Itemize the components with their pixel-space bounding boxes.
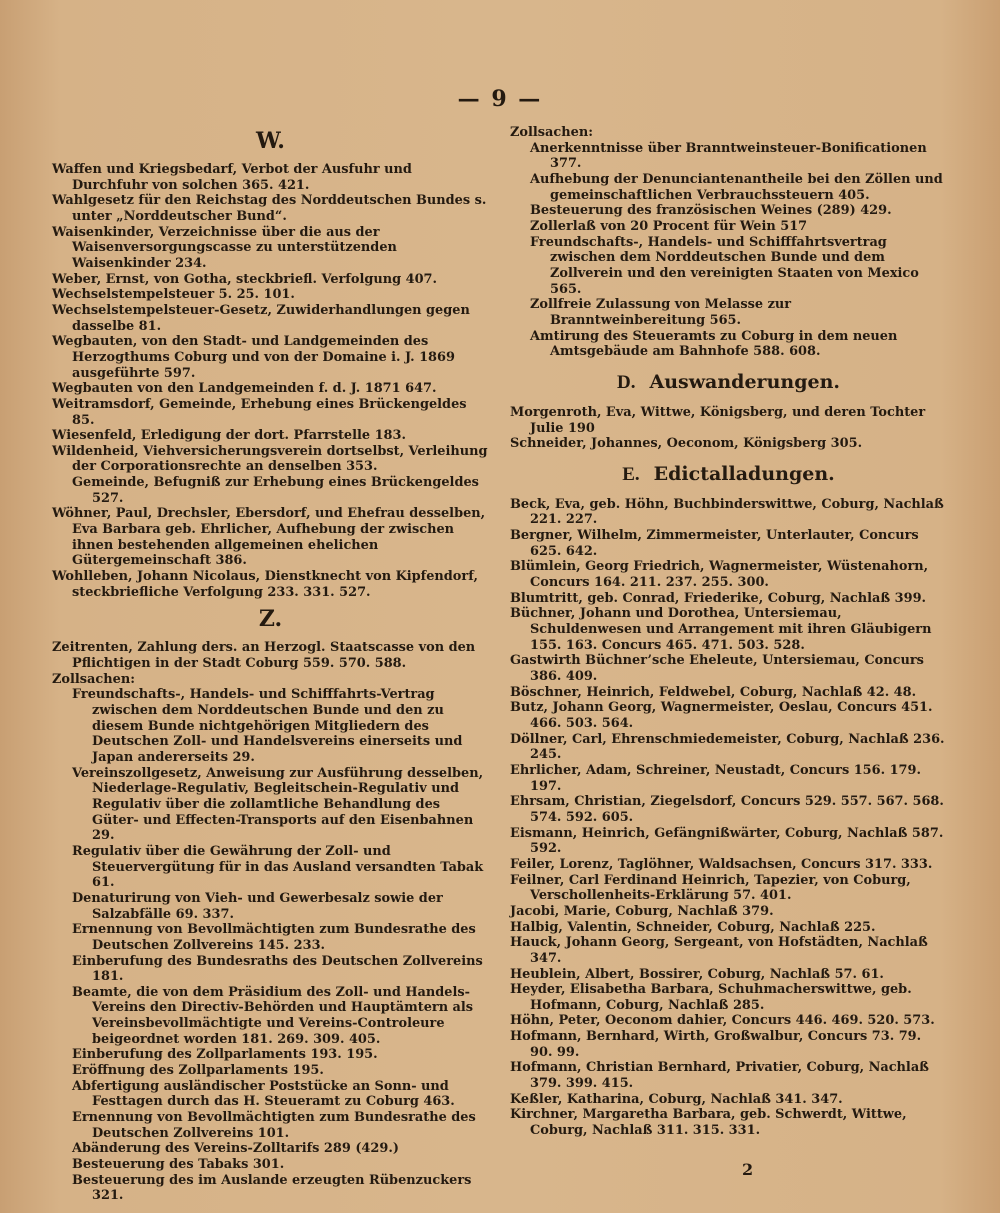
index-entry: Wegbauten von den Landgemeinden f. d. J. 1871 647. xyxy=(52,381,437,397)
index-entry: Kirchner, Margaretha Barbara, geb. Schwerdt, Wittwe, Coburg, Nachlaß 311. 315. 331. xyxy=(510,1107,907,1139)
index-entry: Wechselstempelsteuer 5. 25. 101. xyxy=(52,287,295,303)
index-subentry: Regulativ über die Gewährung der Zoll- und Steuervergütung für in das Ausland versandten Tabak 61. xyxy=(72,843,484,891)
index-entry: Blümlein, Georg Friedrich, Wagnermeister, Wüstenahorn, Concurs 164. 211. 237. 255. 300. xyxy=(510,559,929,591)
index-entry: Feiler, Lorenz, Taglöhner, Waldsachsen, Concurs 317. 333. xyxy=(510,856,933,872)
index-subentry: Amtirung des Steueramts zu Coburg in dem neuen Amtsgebäude am Bahnhofe 588. 608. xyxy=(530,328,898,360)
section-heading: Z. xyxy=(258,606,283,633)
index-entry: Butz, Johann Georg, Wagnermeister, Oeslau, Concurs 451. 466. 503. 564. xyxy=(510,700,933,731)
index-entry: Schneider, Johannes, Oeconom, Königsberg 305. xyxy=(510,436,863,452)
index-subentry: Denaturirung von Vieh- und Gewerbesalz sowie der Salzabfälle 69. 337. xyxy=(72,890,443,922)
index-subentry: Einberufung des Zollparlaments 193. 195. xyxy=(72,1047,378,1063)
index-subentry: Freundschafts-, Handels- und Schifffahrts-Vertrag zwischen dem Norddeutschen Bunde und den zu diesem Bunde nichtgehörigen Mitgliedern des Deutschen Zoll- und Handelsvereins einerseits und Japan andererseits 29. xyxy=(72,687,463,765)
index-entry: Blumtritt, geb. Conrad, Friederike, Coburg, Nachlaß 399. xyxy=(510,590,927,606)
index-entry: Bergner, Wilhelm, Zimmermeister, Unterlauter, Concurs 625. 642. xyxy=(510,528,919,559)
index-subentry: Ernennung von Bevollmächtigten zum Bundesrathe des Deutschen Zollvereins 145. 233. xyxy=(72,922,476,953)
index-subentry: Besteuerung des französischen Weines (289) 429. xyxy=(530,203,892,219)
section-heading: W. xyxy=(256,128,285,154)
index-entry: Ehrlicher, Adam, Schreiner, Neustadt, Concurs 156. 179. 197. xyxy=(510,762,921,794)
section-heading xyxy=(510,369,947,396)
index-entry: Feilner, Carl Ferdinand Heinrich, Tapezier, von Coburg, Verschollenheits-Erklärung 57. 401. xyxy=(510,872,911,904)
index-entry: Gastwirth Büchner’sche Eheleute, Untersiemau, Concurs 386. 409. xyxy=(510,653,924,685)
index-entry: Zollsachen: xyxy=(52,671,135,687)
index-entry: Weber, Ernst, von Gotha, steckbriefl. Verfolgung 407. xyxy=(52,271,438,287)
section-letter: D. xyxy=(616,371,636,393)
index-entry: Morgenroth, Eva, Wittwe, Königsberg, und deren Tochter Julie 190 xyxy=(510,404,926,436)
index-entry: Beck, Eva, geb. Höhn, Buchbinderswittwe, Coburg, Nachlaß 221. 227. xyxy=(510,496,944,528)
index-entry: Zeitrenten, Zahlung ders. an Herzogl. Staatscasse von den Pflichtigen in der Stadt Coburg 559. 570. 588. xyxy=(52,640,476,672)
index-subentry: Zollfreie Zulassung von Melasse zur Branntweinbereitung 565. xyxy=(530,297,792,328)
index-subentry: Ernennung von Bevollmächtigten zum Bundesrathe des Deutschen Zollvereins 101. xyxy=(72,1110,476,1141)
index-subentry: Freundschafts-, Handels- und Schifffahrtsvertrag zwischen dem Norddeutschen Bunde und dem Zollverein und den vereinigten Staaten von Mexico 565. xyxy=(530,234,919,297)
section-letter: E. xyxy=(622,463,640,485)
index-entry: Wildenheid, Viehversicherungsverein dortselbst, Verleihung der Corporationsrechte an denselben 353. xyxy=(52,443,488,475)
index-entry: Höhn, Peter, Oeconom dahier, Concurs 446. 469. 520. 573. xyxy=(510,1013,935,1029)
page-number: — 9 — xyxy=(457,86,543,112)
index-subentry: Anerkenntnisse über Branntweinsteuer-Bonificationen 377. xyxy=(530,140,927,172)
index-subentry: Besteuerung des im Auslande erzeugten Rübenzuckers 321. xyxy=(72,1172,472,1204)
index-subentry: Zollerlaß von 20 Procent für Wein 517 xyxy=(530,218,808,234)
index-entry: Zollsachen: xyxy=(510,125,593,140)
index-subentry: Eröffnung des Zollparlaments 195. xyxy=(72,1063,324,1079)
index-subentry: Besteuerung des Tabaks 301. xyxy=(72,1157,285,1173)
index-subentry: Gemeinde, Befugniß zur Erhebung eines Brückengeldes 527. xyxy=(72,475,479,506)
index-entry: Hofmann, Christian Bernhard, Privatier, Coburg, Nachlaß 379. 399. 415. xyxy=(510,1060,929,1092)
index-entry: Wohlleben, Johann Nicolaus, Dienstknecht von Kipfendorf, steckbriefliche Verfolgung 233. 331. 527. xyxy=(52,569,478,600)
index-entry: Hauck, Johann Georg, Sergeant, von Hofstädten, Nachlaß 347. xyxy=(510,935,928,966)
index-subentry: Abfertigung ausländischer Poststücke an Sonn- und Festtagen durch das H. Steueramt zu Coburg 463. xyxy=(72,1078,455,1110)
index-entry: Halbig, Valentin, Schneider, Coburg, Nachlaß 225. xyxy=(510,919,876,935)
section-title: Edictalladungen. xyxy=(653,462,835,485)
index-entry: Heublein, Albert, Bossirer, Coburg, Nachlaß 57. 61. xyxy=(510,966,884,982)
signature-mark: 2 xyxy=(742,1160,754,1179)
index-entry: Heyder, Elisabetha Barbara, Schuhmacherswittwe, geb. Hofmann, Coburg, Nachlaß 285. xyxy=(510,982,912,1013)
index-entry: Wahlgesetz für den Reichstag des Norddeutschen Bundes s. unter „Norddeutscher Bund“. xyxy=(52,193,487,224)
index-entry: Keßler, Katharina, Coburg, Nachlaß 341. 347. xyxy=(510,1091,843,1107)
index-entry: Döllner, Carl, Ehrenschmiedemeister, Coburg, Nachlaß 236. 245. xyxy=(510,731,945,763)
index-entry: Hofmann, Bernhard, Wirth, Großwalbur, Concurs 73. 79. 90. 99. xyxy=(510,1029,922,1060)
index-entry: Ehrsam, Christian, Ziegelsdorf, Concurs 529. 557. 567. 568. 574. 592. 605. xyxy=(510,794,944,825)
index-entry: Wöhner, Paul, Drechsler, Ebersdorf, und Ehefrau desselben, Eva Barbara geb. Ehrlicher, Aufhebung der zwischen ihnen bestehenden allgemeinen ehelichen Gütergemeinschaft 386. xyxy=(52,506,486,569)
index-entry: Waffen und Kriegsbedarf, Verbot der Ausfuhr und Durchfuhr von solchen 365. 421. xyxy=(52,162,412,193)
index-entry: Waisenkinder, Verzeichnisse über die aus der Waisenversorgungscasse zu unterstützenden Waisenkinder 234. xyxy=(52,224,397,271)
section-heading xyxy=(510,461,947,488)
index-entry: Büchner, Johann und Dorothea, Untersiemau, Schuldenwesen und Arrangement mit ihren Gläubigern 155. 163. Concurs 465. 471. 503. 528. xyxy=(510,606,932,653)
index-subentry: Vereinszollgesetz, Anweisung zur Ausführung desselben, Niederlage-Regulativ, Begleitschein-Regulativ und Regulativ über die zollamtliche Behandlung des Güter- und Effecten-Transports auf den Eisenbahnen 29. xyxy=(72,765,484,844)
index-entry: Jacobi, Marie, Coburg, Nachlaß 379. xyxy=(510,903,774,919)
index-entry: Eismann, Heinrich, Gefängnißwärter, Coburg, Nachlaß 587. 592. xyxy=(510,825,944,857)
index-entry: Wegbauten, von den Stadt- und Landgemeinden des Herzogthums Coburg und von der Domaine i. J. 1869 ausgeführte 597. xyxy=(52,334,455,381)
index-subentry: Einberufung des Bundesraths des Deutschen Zollvereins 181. xyxy=(72,953,483,985)
section-title: Auswanderungen. xyxy=(649,370,841,393)
index-entry: Wechselstempelsteuer-Gesetz, Zuwiderhandlungen gegen dasselbe 81. xyxy=(52,302,470,334)
index-subentry: Abänderung des Vereins-Zolltarifs 289 (429.) xyxy=(72,1141,399,1157)
index-subentry: Aufhebung der Denunciantenantheile bei den Zöllen und gemeinschaftlichen Verbrauchssteuern 405. xyxy=(530,171,943,203)
index-entry: Wiesenfeld, Erledigung der dort. Pfarrstelle 183. xyxy=(52,428,406,444)
index-entry: Böschner, Heinrich, Feldwebel, Coburg, Nachlaß 42. 48. xyxy=(510,684,917,700)
index-subentry: Beamte, die von dem Präsidium des Zoll- und Handels-Vereins den Directiv-Behörden und Hauptämtern als Vereinsbevollmächtigte und Vereins-Controleure beigeordnet worden 181. 269. 309. 405. xyxy=(72,984,474,1047)
index-entry: Weitramsdorf, Gemeinde, Erhebung eines Brückengeldes 85. xyxy=(52,396,467,428)
right-column xyxy=(510,125,947,1139)
left-column xyxy=(52,122,489,1204)
